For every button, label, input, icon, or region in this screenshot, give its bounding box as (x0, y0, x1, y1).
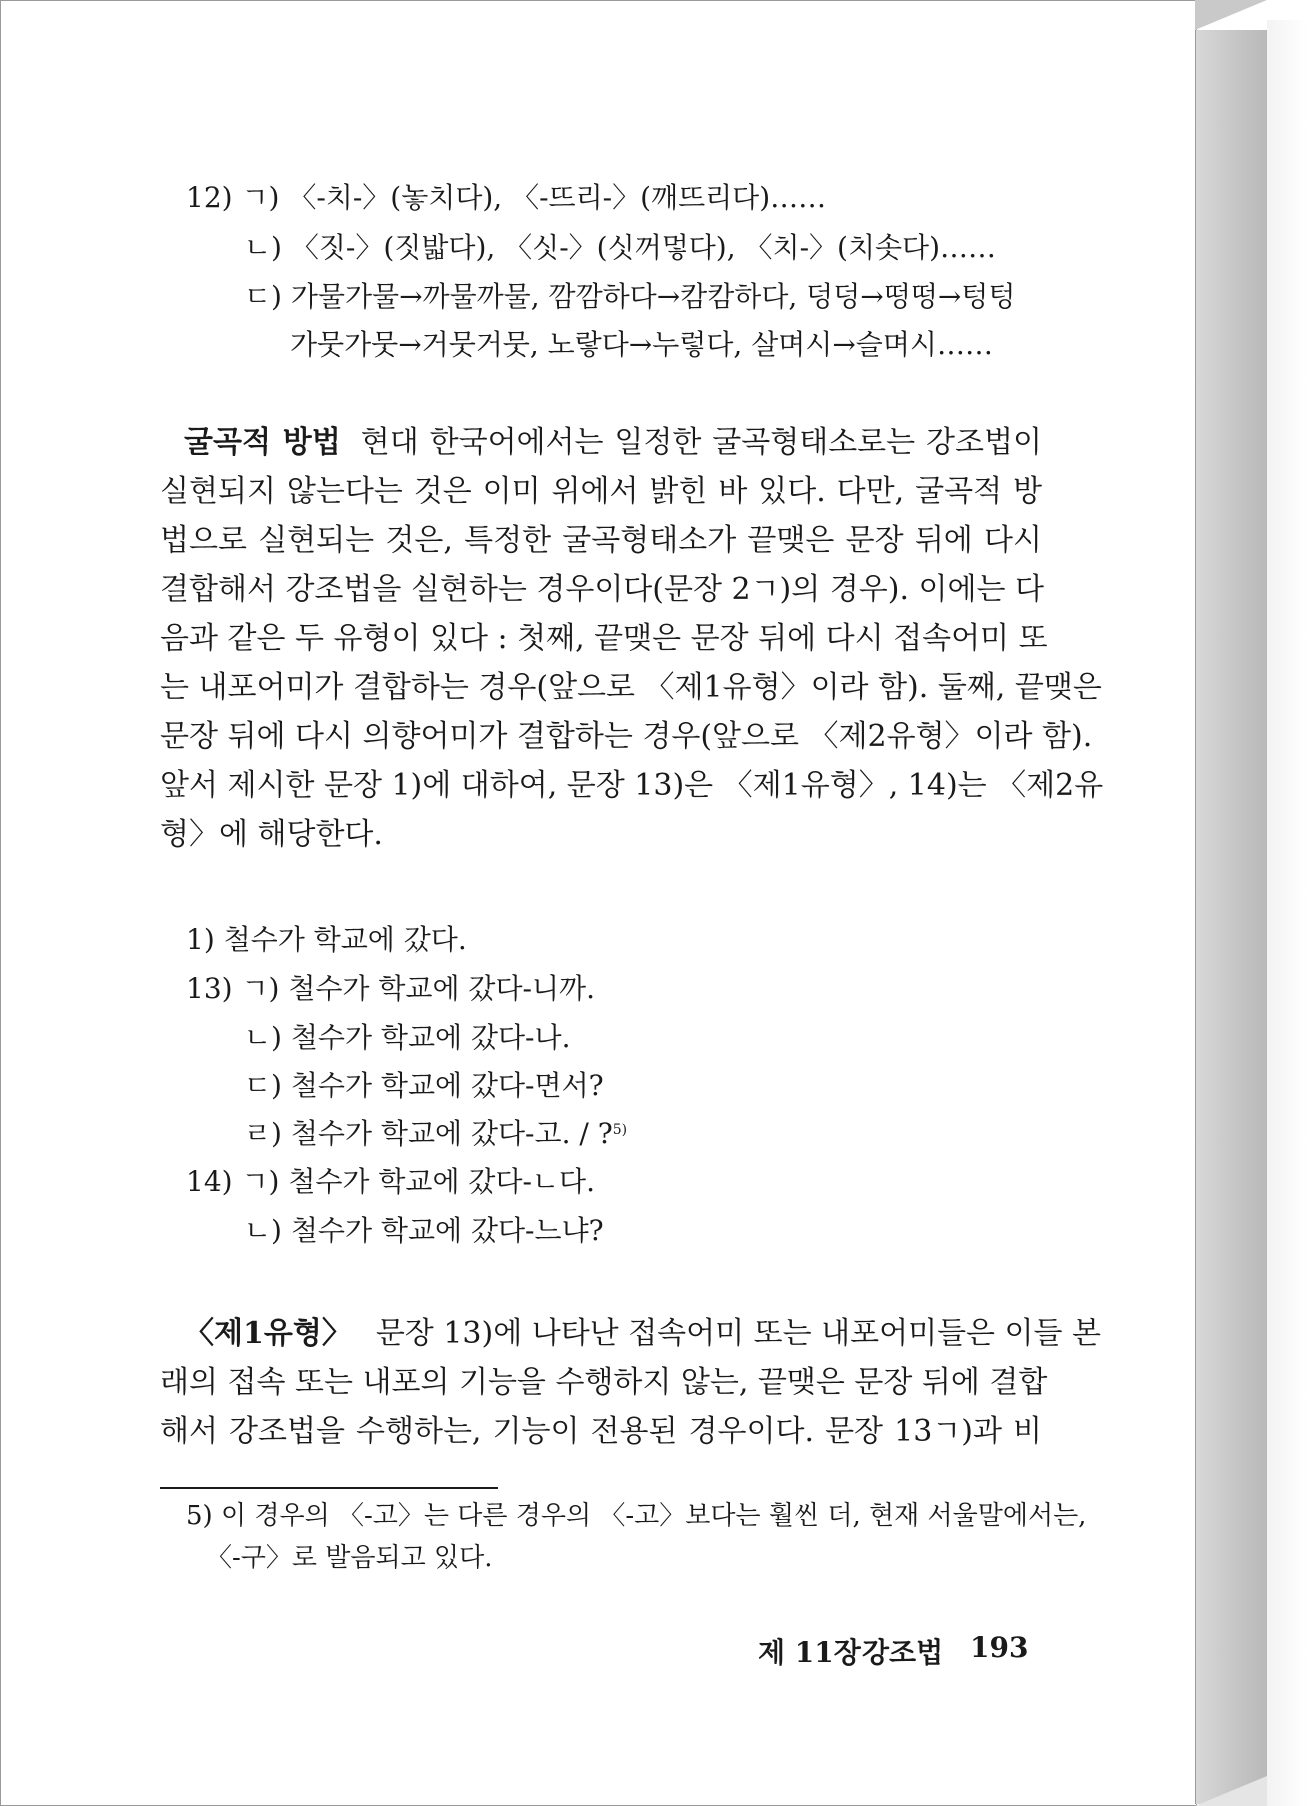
example-12a: 12) ㄱ) 〈-치-〉(놓치다), 〈-뜨리-〉(깨뜨리다)…… (186, 181, 827, 214)
paragraph-1-line: 법으로 실현되는 것은, 특정한 굴곡형태소가 끝맺은 문장 뒤에 다시 (160, 523, 1042, 558)
paragraph-1-line: 형〉에 해당한다. (160, 817, 383, 852)
paragraph-1-line: 문장 뒤에 다시 의향어미가 결합하는 경우(앞으로 〈제2유형〉이라 함). (160, 719, 1093, 754)
paragraph-1-line: 굴곡적 방법 현대 한국어에서는 일정한 굴곡형태소로는 강조법이 (184, 425, 1042, 460)
paragraph-2 (160, 1309, 1102, 1456)
example-12c-cont: 가뭇가뭇→거뭇거뭇, 노랗다→누렇다, 살며시→슬며시…… (290, 328, 993, 361)
paragraph-1-line: 앞서 제시한 문장 1)에 대하여, 문장 13)은 〈제1유형〉, 14)는 〈제2유 (160, 768, 1104, 803)
paragraph-1-line: 음과 같은 두 유형이 있다 : 첫째, 끝맺은 문장 뒤에 다시 접속어미 또 (160, 621, 1048, 656)
footnote-line: 〈-구〉로 발음되고 있다. (206, 1543, 493, 1573)
example-12c: ㄷ) 가물가물→까물까물, 깜깜하다→캄캄하다, 덩덩→떵떵→텅텅 (244, 280, 1016, 313)
example-14b: ㄴ) 철수가 학교에 갔다-느냐? (244, 1214, 604, 1247)
chapter-title: 강조법 (862, 1636, 944, 1669)
chapter-label: 제 11장 (758, 1636, 861, 1669)
example-14a: 14) ㄱ) 철수가 학교에 갔다-ㄴ다. (186, 1165, 595, 1198)
section-heading: 굴곡적 방법 (184, 425, 341, 460)
example-13d: ㄹ) 철수가 학교에 갔다-고. / ?$^{5)}$ (244, 1117, 628, 1150)
section-heading: 〈제1유형〉 (184, 1316, 352, 1351)
paragraph-2-line: 해서 강조법을 수행하는, 기능이 전용된 경우이다. 문장 13ㄱ)과 비 (160, 1414, 1042, 1449)
paragraph-2-line: 래의 접속 또는 내포의 기능을 수행하지 않는, 끝맺은 문장 뒤에 결합 (160, 1365, 1048, 1400)
example-13b: ㄴ) 철수가 학교에 갔다-나. (244, 1021, 571, 1054)
book-edge-bottom (1195, 1776, 1267, 1806)
example-13c: ㄷ) 철수가 학교에 갔다-면서? (244, 1069, 604, 1102)
paragraph-1-line: 결합해서 강조법을 실현하는 경우이다(문장 2ㄱ)의 경우). 이에는 다 (160, 572, 1044, 607)
paragraph-2-line: 〈제1유형〉 문장 13)에 나타난 접속어미 또는 내포어미들은 이들 본 (184, 1316, 1102, 1351)
footnote-marker: 5) (612, 1122, 628, 1138)
page-shadow (1267, 20, 1307, 1806)
book-edge-top (1195, 0, 1267, 30)
example-1: 1) 철수가 학교에 갔다. (186, 923, 467, 956)
footnote-rule (160, 1487, 498, 1489)
paragraph-1-line: 는 내포어미가 결합하는 경우(앞으로 〈제1유형〉이라 함). 둘째, 끝맺은 (160, 670, 1102, 705)
paragraph-1 (160, 418, 1104, 859)
paragraph-1-line: 실현되지 않는다는 것은 이미 위에서 밝힌 바 있다. 다만, 굴곡적 방 (160, 474, 1042, 509)
example-12b: ㄴ) 〈짓-〉(짓밟다), 〈싯-〉(싯꺼멓다), 〈치-〉(치솟다)…… (244, 231, 997, 264)
footnote-line: 5) 이 경우의 〈-고〉는 다른 경우의 〈-고〉보다는 훨씬 더, 현재 서울말에서는, (186, 1501, 1087, 1531)
page-number: 193 (970, 1631, 1029, 1664)
book-edge (1195, 30, 1268, 1804)
example-13a: 13) ㄱ) 철수가 학교에 갔다-니까. (186, 972, 595, 1005)
